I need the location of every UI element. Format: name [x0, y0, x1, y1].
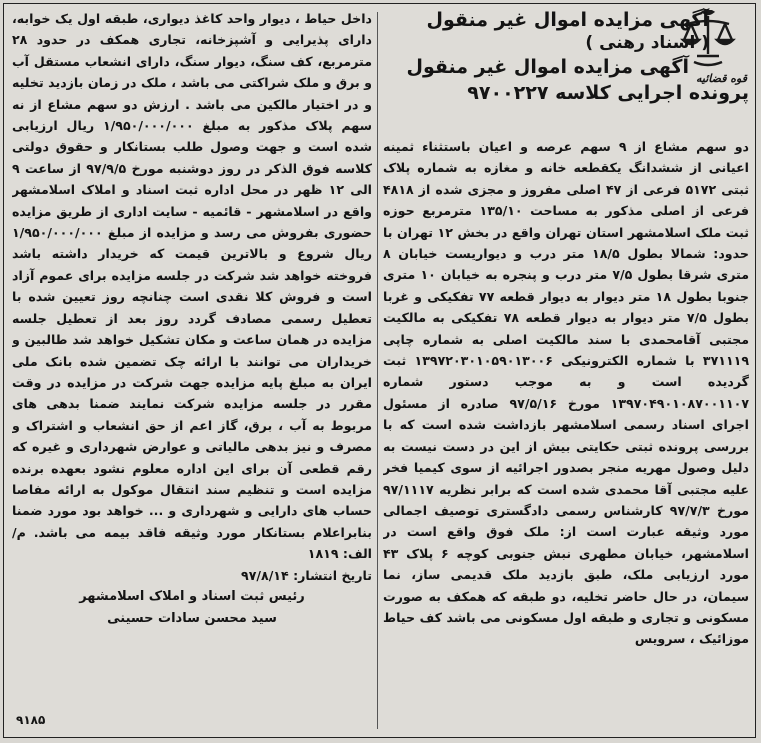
notice-code: ۹۱۸۵ — [16, 712, 46, 727]
right-column — [383, 8, 749, 733]
notice-titles — [383, 8, 749, 106]
publish-date: تاریخ انتشار: ۹۷/۸/۱۴ — [241, 567, 372, 583]
column-divider — [377, 12, 378, 729]
notice-title-repeat: آگهی مزایده اموال غیر منقول — [406, 56, 689, 78]
auction-notice — [3, 3, 756, 738]
notice-body-part-1: دو سهم مشاع از ۹ سهم عرصه و اعیان باستثناء ثمینه اعیانی از ششدانگ یکقطعه خانه و مغازه به شماره پلاک ثبتی ۵۱۷۲ فرعی از ۴۷ اصلی مفروز و مجزی شده از ۴۸۱۸ فرعی از اصلی مذکور به مساحت ۱۳۵/۱۰ مترمربع حوزه ثبت ملک اسلامشهر استان تهران واقع در بخش ۱۲ تهران با حدود: شمالا بطول ۱۸/۵ متر درب و دیواریست خیابان ۸ متری شرقا بطول ۷/۵ متر درب و پنجره به خیابان ۱۰ متری جنوبا بطول ۱۸ متر دیوار به دیوار قطعه ۷۷ تفکیکی و غربا بطول ۷/۵ متر دیوار به دیوار قطعه ۷۸ تفکیکی به مالکیت مجتبی آقامحمدی با سند مالکیت اصلی به شماره چاپی ۳۷۱۱۱۹ با شماره الکترونیکی ۱۳۹۷۲۰۳۰۱۰۵۹۰۱۳۰۰۶ ثبت گردیده است و به موجب دستور شماره ۱۳۹۷۰۴۹۰۱۰۸۷۰۰۱۱۰۷ مورخ ۹۷/۵/۱۶ صادره از مسئول اجرای اسناد رسمی اسلامشهر بازداشت شده است که با بررسی پرونده ثبتی حکایتی بیش از این در دست نیست به دلیل وصول مهریه منجر بصدور اجرائیه از سوی کیمیا فخر علیه مجتبی آقا محمدی شده است که برابر نظریه ۹۷/۱۱۱۷ مورخ ۹۷/۷/۳ کارشناس رسمی دادگستری توصیف اجمالی مورد وثیقه عبارت است از: ملک فوق واقع است در اسلامشهر، خیابان مطهری نبش جنوبی کوچه ۶ پلاک ۴۳ مورد ارزیابی ملک، طبق بازدید ملک قدیمی ساز، نما سیمان، در حال حاضر تخلیه، دو طبقه که همکف به صورت مسکونی و تجاری و طبقه اول مسکونی می باشد کف حیاط موزائیک ، سرویس — [383, 139, 749, 647]
notice-title: آگهی مزایده اموال غیر منقول — [426, 9, 709, 31]
notice-header — [383, 8, 749, 136]
left-column — [12, 8, 372, 733]
notice-body-part-2: داخل حیاط ، دیوار واحد کاغذ دیواری، طبقه اول یک خوابه، دارای پذیرایی و آشپزخانه، تجاری همکف در حدود ۲۸ مترمربع، کف سنگ، دیوار سنگ، دارای انشعاب مستقل آب و برق و ملک شراکتی می باشد ، ملک در زمان بازدید تخلیه و در اختیار مالکین می باشد . ارزش دو سهم مشاع از نه سهم پلاک مذکور به مبلغ ۱/۹۵۰/۰۰۰/۰۰۰ ریال ارزیابی شده است و جهت وصول طلب بستانکار و حقوق دولتی کلاسه فوق الذکر در روز دوشنبه مورخ ۹۷/۹/۵ از ساعت ۹ الی ۱۲ ظهر در محل اداره ثبت اسناد و املاک اسلامشهر واقع در اسلامشهر - قائمیه - سایت اداری از طریق مزایده حضوری بفروش می رسد و مزایده از مبلغ ۱/۹۵۰/۰۰۰/۰۰۰ ریال شروع و بالاترین قیمت که خریدار داشته باشد فروخته خواهد شد شرکت در جلسه مزایده برای عموم آزاد است و فروش کلا نقدی است چنانچه روز تعیین شده با تعطیل رسمی مصادف گردد روز بعد از تعطیل جلسه مزایده در همان ساعت و مکان تشکیل خواهد شد طالبین و خریداران می توانند با ارائه چک تضمین شده بانک ملی ایران به مبلغ پایه مزایده جهت شرکت در مزایده در وقت مقرر در جلسه مزایده شرکت نمایند ضمنا بدهی های مربوط به آب ، برق، گاز اعم از حق انشعاب و اشتراک و مصرف و نیز بدهی مالیاتی و عوارض شهرداری و غیره که رقم قطعی آن برای این اداره معلوم نشود بعهده برنده مزایده است و تنظیم سند انتقال موکول به ارائه مفاصا حساب های دارایی و شهرداری و ... خواهد بود مورد ضمنا بنابراعلام بستانکار مورد وثیقه فاقد بیمه می باشد. م/الف: ۱۸۱۹ — [12, 11, 372, 562]
notice-subtitle: ( اسناد رهنی ) — [585, 33, 709, 53]
signature-name: سید محسن سادات حسینی — [107, 610, 277, 626]
case-number-title: پرونده اجرایی کلاسه ۹۷۰۰۲۲۷ — [467, 82, 749, 104]
emblem-caption: قوه قضائیه — [696, 72, 747, 85]
signature-office: رئیس ثبت اسناد و املاک اسلامشهر — [79, 588, 305, 604]
